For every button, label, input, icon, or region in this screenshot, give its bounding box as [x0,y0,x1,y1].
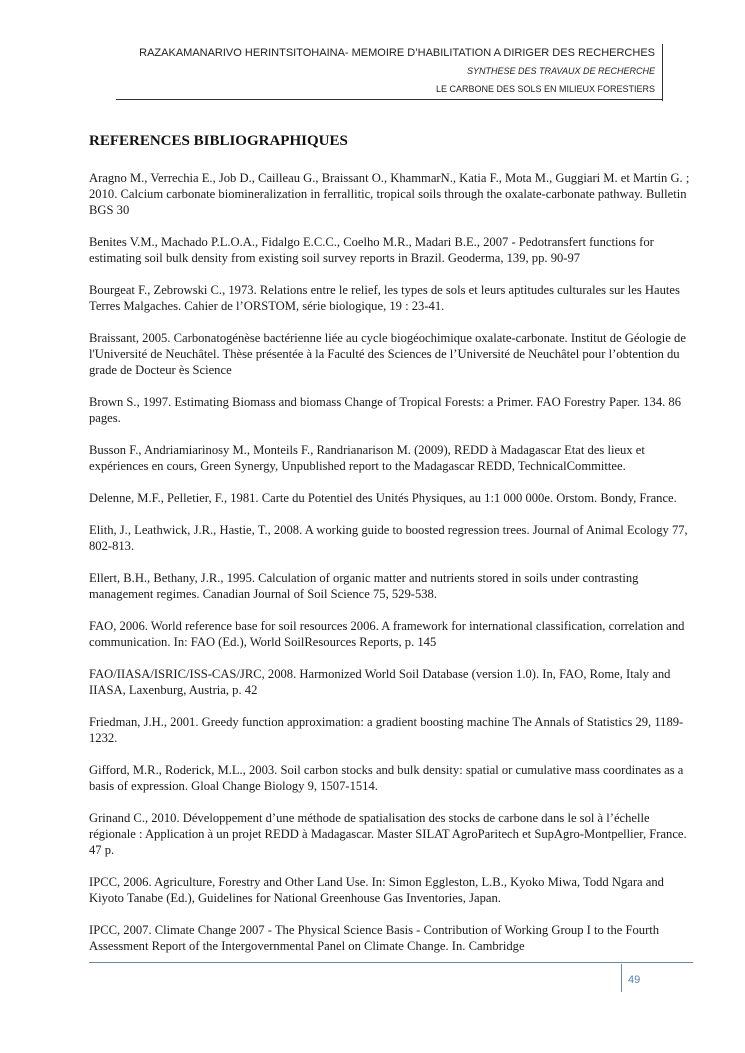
reference-list [89,170,693,970]
reference-entry: IPCC, 2007. Climate Change 2007 - The Physical Science Basis - Contribution of Working Group I to the Fourth Assessment Report of the Intergovernmental Panel on Climate Change. In. Cambridge [89,923,660,953]
reference-entry: Gifford, M.R., Roderick, M.L., 2003. Soil carbon stocks and bulk density: spatial or cumulative mass coordinates as a basis of expression. Gloal Change Biology 9, 1507-1514. [89,763,684,793]
header-vertical-rule [662,44,663,101]
reference-entry: FAO, 2006. World reference base for soil resources 2006. A framework for international classification, correlation and communication. In: FAO (Ed.), World SoilResources Reports, p. 145 [89,619,685,649]
header-author-line: RAZAKAMANARIVO HERINTSITOHAINA- MEMOIRE D’HABILITATION A DIRIGER DES RECHERCHES [139,47,655,59]
running-header [139,44,655,98]
reference-entry: Aragno M., Verrechia E., Job D., Cailleau G., Braissant O., KhammarN., Katia F., Mota M., Guggiari M. et Martin G. ; 2010. Calcium carbonate biomineralization in ferrallitic, tropical soils through the oxalate-carbonate pathway. Bulletin BGS 30 [89,171,690,217]
reference-entry: Busson F., Andriamiarinosy M., Monteils F., Randrianarison M. (2009), REDD à Madagascar Etat des lieux et expériences en cours, Green Synergy, Unpublished report to the Madagascar REDD, TechnicalCommittee. [89,443,645,473]
page-number: 49 [628,974,641,986]
reference-entry: Benites V.M., Machado P.L.O.A., Fidalgo E.C.C., Coelho M.R., Madari B.E., 2007 - Pedotransfert functions for estimating soil bulk density from existing soil survey reports in Brazil. Geoderma, 139, pp. 90-97 [89,235,654,265]
header-topic-line: LE CARBONE DES SOLS EN MILIEUX FORESTIERS [435,84,655,94]
reference-entry: FAO/IIASA/ISRIC/ISS-CAS/JRC, 2008. Harmonized World Soil Database (version 1.0). In, FAO, Rome, Italy and IIASA, Laxenburg, Austria, p. 42 [89,667,671,697]
reference-entry: Elith, J., Leathwick, J.R., Hastie, T., 2008. A working guide to boosted regression trees. Journal of Animal Ecology 77, 802-813. [89,523,688,553]
reference-entry: Friedman, J.H., 2001. Greedy function approximation: a gradient boosting machine The Annals of Statistics 29, 1189-1232. [89,715,684,745]
reference-entry: IPCC, 2006. Agriculture, Forestry and Other Land Use. In: Simon Eggleston, L.B., Kyoko Miwa, Todd Ngara and Kiyoto Tanabe (Ed.), Guidelines for National Greenhouse Gas Inventories, Japan. [89,875,664,905]
reference-entry: Bourgeat F., Zebrowski C., 1973. Relations entre le relief, les types de sols et leurs aptitudes culturales sur les Hautes Terres Malgaches. Cahier de l’ORSTOM, série biologique, 19 : 23-41. [89,283,680,313]
header-subtitle-line: SYNTHESE DES TRAVAUX DE RECHERCHE [466,66,655,76]
reference-entry: Brown S., 1997. Estimating Biomass and biomass Change of Tropical Forests: a Primer. FAO Forestry Paper. 134. 86 pages. [89,395,682,425]
footer-vertical-rule [621,964,622,992]
footer-horizontal-rule [89,962,693,963]
reference-entry: Braissant, 2005. Carbonatogénèse bactérienne liée au cycle biogéochimique oxalate-carbonate. Institut de Géologie de l'Université de Neuchâtel. Thèse présentée à la Faculté des Sciences de l’Université de Neuchâtel pour l’obtention du grade de Docteur ès Science [89,331,686,377]
reference-entry: Ellert, B.H., Bethany, J.R., 1995. Calculation of organic matter and nutrients stored in soils under contrasting management regimes. Canadian Journal of Soil Science 75, 529-538. [89,571,639,601]
reference-entry: Grinand C., 2010. Développement d’une méthode de spatialisation des stocks de carbone dans le sol à l’échelle régionale : Application à un projet REDD à Madagascar. Master SILAT AgroParitech et SupAgro-Montpellier, France. 47 p. [89,811,687,857]
reference-entry: Delenne, M.F., Pelletier, F., 1981. Carte du Potentiel des Unités Physiques, au 1:1 000 000e. Orstom. Bondy, France. [89,491,677,505]
section-title: REFERENCES BIBLIOGRAPHIQUES [89,133,348,149]
header-horizontal-rule [116,99,662,100]
